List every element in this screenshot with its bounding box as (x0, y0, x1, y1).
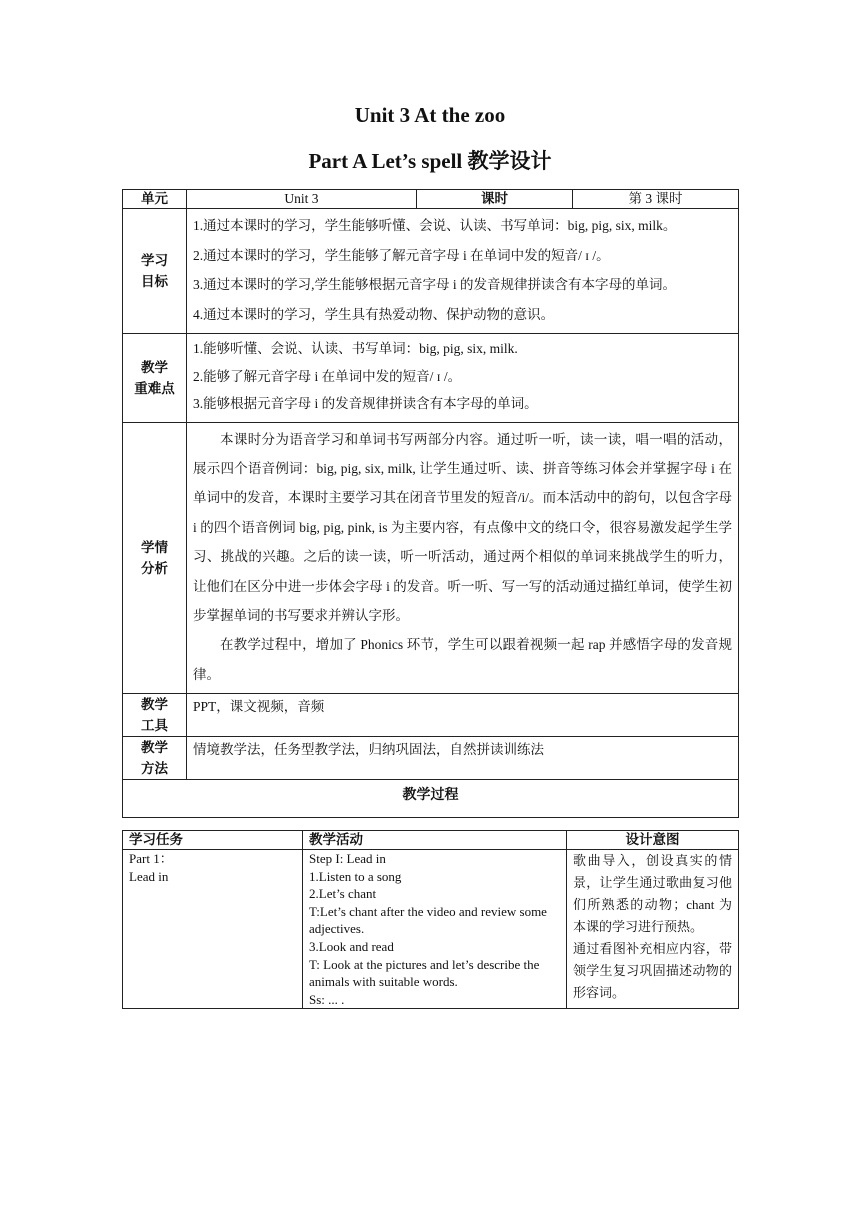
period-label: 课时 (417, 190, 573, 209)
analysis-content (187, 422, 739, 694)
tools-label-line2: 工具 (141, 718, 168, 734)
key-points-label (123, 334, 187, 423)
activity-line: Step I: Lead in (309, 851, 386, 866)
analysis-paragraph: 在教学过程中，增加了 Phonics 环节，学生可以跟着视频一起 rap 并感悟字母的发音规律。 (193, 637, 732, 682)
methods-label-line1: 教学 (141, 740, 168, 756)
key-points-label-line1: 教学 (141, 359, 168, 375)
activity-line: T: Look at the pictures and let’s describe the animals with suitable words. (309, 956, 540, 990)
task-cell (123, 850, 303, 1009)
objective-item: 3.通过本课时的学习,学生能够根据元音字母 i 的发音规律拼读含有本字母的单词。 (193, 277, 676, 292)
process-body-row (123, 850, 739, 1009)
activity-column-header: 教学活动 (303, 831, 567, 850)
process-header-row (123, 831, 739, 850)
methods-label (123, 737, 187, 780)
tools-label (123, 694, 187, 737)
header-row (123, 190, 739, 209)
intent-cell (567, 850, 739, 1009)
objectives-label (123, 209, 187, 334)
document-subtitle: Part A Let’s spell 教学设计 (308, 149, 552, 173)
key-point-item: 2.能够了解元音字母 i 在单词中发的短音/ ɪ /。 (193, 368, 462, 384)
objectives-row (123, 209, 739, 334)
activity-line: 3.Look and read (309, 938, 394, 954)
key-point-item: 1.能够听懂、会说、认读、书写单词：big, pig, six, milk. (193, 341, 518, 356)
objectives-label-line1: 学习 (141, 253, 168, 268)
lesson-plan-table (122, 189, 739, 818)
objective-item: 4.通过本课时的学习，学生具有热爱动物、保护动物的意识。 (193, 306, 555, 322)
task-line: Lead in (129, 868, 169, 884)
intent-column-header: 设计意图 (567, 831, 739, 850)
tools-content: PPT，课文视频，音频 (187, 694, 739, 737)
process-heading: 教学过程 (123, 780, 739, 818)
period-value: 第 3 课时 (573, 190, 739, 209)
task-line: Part 1： (129, 851, 173, 866)
key-point-item: 3.能够根据元音字母 i 的发音规律拼读含有本字母的单词。 (193, 396, 538, 411)
objectives-label-line2: 目标 (141, 274, 168, 289)
tools-row (123, 694, 739, 737)
analysis-label-line1: 学情 (141, 539, 168, 555)
activity-line: 1.Listen to a song (309, 868, 402, 884)
activity-line: 2.Let’s chant (309, 886, 377, 902)
objective-item: 1.通过本课时的学习，学生能够听懂、会说、认读、书写单词：big, pig, six, milk。 (193, 218, 677, 233)
objective-item: 2.通过本课时的学习，学生能够了解元音字母 i 在单词中发的短音/ ɪ /。 (193, 247, 610, 263)
unit-label: 单元 (123, 190, 187, 209)
methods-label-line2: 方法 (141, 761, 168, 777)
process-heading-row (123, 780, 739, 818)
activity-line: T:Let’s chant after the video and review some adjectives. (309, 903, 547, 937)
unit-value: Unit 3 (187, 190, 417, 209)
methods-content: 情境教学法，任务型教学法，归纳巩固法，自然拼读训练法 (187, 737, 739, 780)
analysis-paragraph: 本课时分为语音学习和单词书写两部分内容。通过听一听，读一读，唱一唱的活动，展示四个语音例词：big, pig, six, milk, 让学生通过听、读、拼音等练习体会并掌握字母 i 在单词中的发音，本课时主要学习其在闭音节里发的短音/i/。而本活动中的韵句，以包含字母 i 的四个语音例词 big, pig, pink, is 为主要内容，有点像中文的绕口令，很容易激发起学生学习、挑战的兴趣。之后的读一读，听一听活动，通过两个相似的单词来挑战学生的听力，让他们在区分中进一步体会字母 i 的发音。听一听、写一写的活动通过描红单词，使学生初步掌握单词的书写要求并辨认字形。 (193, 431, 732, 623)
activity-line: Ss: ... . (309, 991, 345, 1007)
analysis-label-line2: 分析 (141, 560, 168, 576)
intent-text: 通过看图补充相应内容，带领学生复习巩固描述动物的形容词。 (573, 941, 732, 1000)
key-points-label-line2: 重难点 (134, 380, 175, 396)
methods-row (123, 737, 739, 780)
analysis-row (123, 422, 739, 694)
key-points-row (123, 334, 739, 423)
activity-cell (303, 850, 567, 1009)
task-column-header: 学习任务 (123, 831, 303, 850)
key-points-content (187, 334, 739, 423)
process-table (122, 830, 739, 1009)
tools-label-line1: 教学 (141, 697, 168, 713)
analysis-label (123, 422, 187, 694)
document-title: Unit 3 At the zoo (354, 103, 506, 127)
intent-text: 歌曲导入，创设真实的情景，让学生通过歌曲复习他们所熟悉的动物；chant 为本课的学习进行预热。 (573, 853, 732, 934)
objectives-content (187, 209, 739, 334)
